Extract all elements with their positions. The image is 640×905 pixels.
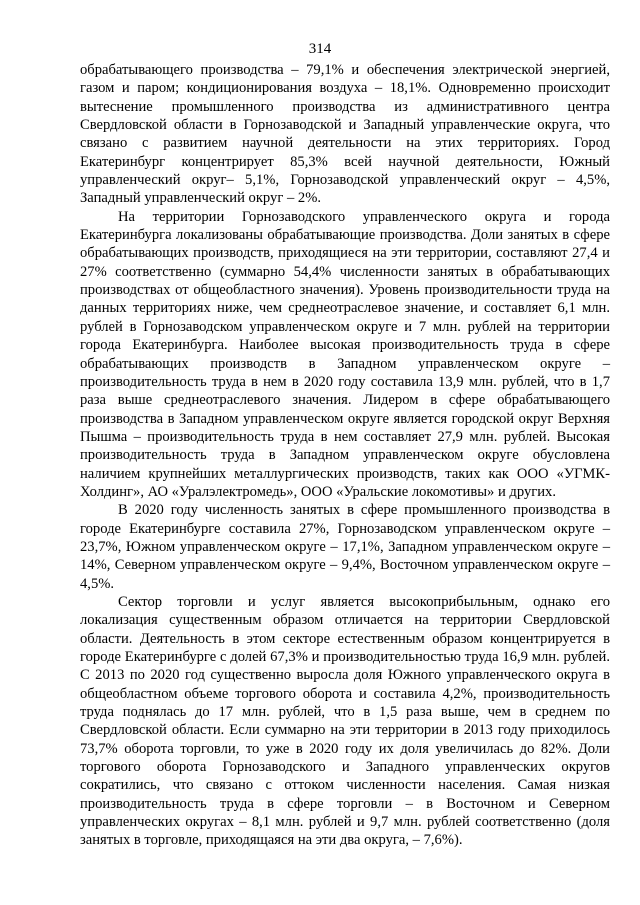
paragraph-trade-services: Сектор торговли и услуг является высокоприбыльным, однако его локализация существенным образом отличается на территории Свердловской области. Деятельность в этом секторе естественным образом концентрируется в городе Екатеринбурге с долей 67,3% и производительностью труда 16,9 млн. рублей. С 2013 по 2020 год существенно выросла доля Южного управленческого округа в общеобластном объеме торгового оборота и составила 4,2%, производительность труда поднялась до 17 млн. рублей, что в 1,5 раза выше, чем в среднем по Свердловской области. Если суммарно на эти территории в 2013 году приходилось 73,7% оборота торговли, то уже в 2020 году их доля увеличилась до 82%. Доли торгового оборота Горнозаводского и Западного управленческих округов сократились, что связано с оттоком численности населения. Самая низкая производительность труда в сфере торговли – в Восточном и Северном управленческих округах – 8,1 млн. рублей и 9,7 млн. рублей соответственно (доля занятых в торговле, приходящаяся на эти два округа, – 7,6%). bbox=[80, 593, 610, 849]
paragraph-continuation: обрабатывающего производства – 79,1% и обеспечения электрической энергией, газом и паром; кондиционирования воздуха – 18,1%. Одновременно происходит вытеснение промышленного производства из административного центра Свердловской области в Горнозаводской и Западный управленческие округа, что связано с развитием научной деятельности на этих территориях. Город Екатеринбург концентрирует 85,3% всей научной деятельности, Южный управленческий округ– 5,1%, Горнозаводской управленческий округ – 4,5%, Западный управленческий округ – 2%. bbox=[80, 62, 610, 207]
paragraph-manufacturing: На территории Горнозаводского управленческого округа и города Екатеринбурга локализованы обрабатывающие производства. Доли занятых в сфере обрабатывающих производств, приходящиеся на эти территории, составляют 27,4 и 27% соответственно (суммарно 54,4% численности занятых в обрабатывающих производствах от общеобластного значения). Уровень производительности труда на данных территориях ниже, чем среднеотраслевое значение, и составляет 6,1 млн. рублей в Горнозаводском управленческом округе и 7 млн. рублей на территории города Екатеринбурга. Наиболее высокая производительность труда в сфере обрабатывающих производств в Западном управленческом округе – производительность труда в нем в 2020 году составила 13,9 млн. рублей, что в 1,7 раза выше среднеотраслевого значения. Лидером в сфере обрабатывающего производства в Западном управленческом округе является городской округ Верхняя Пышма – производительность труда в нем составляет 27,9 млн. рублей. Высокая производительность труда в Западном управленческом округе обусловлена наличием крупнейших металлургических производств, таких как ООО «УГМК-Холдинг», АО «Уралэлектромедь», ООО «Уральские локомотивы» и других. bbox=[80, 208, 610, 500]
body-text bbox=[80, 61, 610, 850]
paragraph-employment-2020: В 2020 году численность занятых в сфере промышленного производства в городе Екатеринбурге составила 27%, Горнозаводском управленческом округе – 23,7%, Южном управленческом округе – 17,1%, Западном управленческом округе – 14%, Северном управленческом округе – 9,4%, Восточном управленческом округе – 4,5%. bbox=[80, 502, 610, 592]
page-number: 314 bbox=[308, 41, 332, 57]
